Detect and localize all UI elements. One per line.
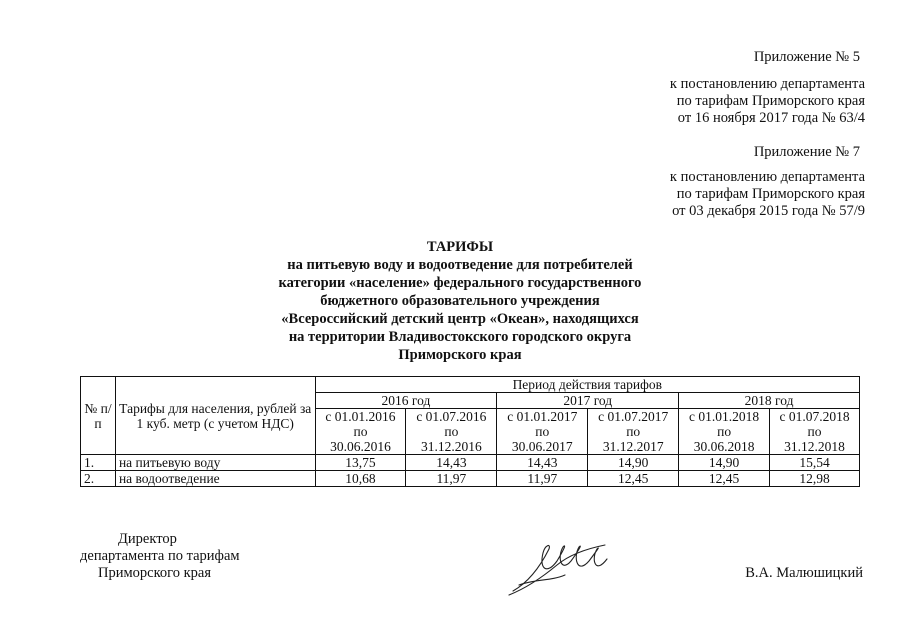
document-title: ТАРИФЫ [426, 239, 494, 255]
period-to-word: по [535, 424, 550, 439]
row-value: 12,98 [770, 471, 860, 487]
appendix-5-title: Приложение № 5 [753, 49, 860, 65]
period-to-word: по [626, 424, 641, 439]
title-line-6: Приморского края [398, 347, 522, 363]
header-number: № п/п [81, 377, 116, 455]
title-line-1: на питьевую воду и водоотведение для потребителей [287, 257, 633, 273]
title-line-3: бюджетного образовательного учреждения [320, 293, 600, 309]
row-name: на водоотведение [115, 471, 315, 487]
period-to-word: по [353, 424, 368, 439]
row-name: на питьевую воду [115, 455, 315, 471]
period-from: с 01.07.2017 [598, 409, 669, 424]
row-value: 14,43 [406, 455, 497, 471]
title-line-4: «Всероссийский детский центр «Океан», находящихся [281, 311, 639, 327]
appendix-7-line-1: к постановлению департамента [669, 169, 865, 185]
title-line-5: на территории Владивостокского городского округа [288, 329, 632, 345]
period-to-word: по [807, 424, 822, 439]
row-number: 1. [81, 455, 116, 471]
period-from: с 01.07.2016 [416, 409, 487, 424]
signer-position-line-3: Приморского края [98, 565, 212, 581]
table-row [81, 455, 860, 471]
period-cell-1 [315, 409, 406, 455]
period-to-word: по [717, 424, 732, 439]
period-to: 31.12.2018 [784, 439, 845, 454]
period-to-word: по [444, 424, 459, 439]
period-from: с 01.01.2018 [689, 409, 760, 424]
period-from: с 01.01.2016 [325, 409, 396, 424]
period-to: 30.06.2016 [330, 439, 391, 454]
tariffs-table [80, 376, 860, 487]
row-value: 11,97 [497, 471, 588, 487]
header-year-2017: 2017 год [497, 393, 679, 409]
signer-name: В.А. Малюшицкий [745, 565, 863, 581]
period-to: 31.12.2016 [421, 439, 482, 454]
appendix-7-line-3: от 03 декабря 2015 года № 57/9 [672, 203, 865, 219]
period-cell-6 [770, 409, 860, 455]
signature-graphic [505, 535, 615, 600]
signer-position-line-1: Директор [118, 531, 177, 547]
period-cell-5 [679, 409, 770, 455]
row-value: 10,68 [315, 471, 406, 487]
header-tariff-name: Тарифы для населения, рублей за 1 куб. метр (с учетом НДС) [115, 377, 315, 455]
period-cell-4 [588, 409, 679, 455]
appendix-5-line-2: по тарифам Приморского края [676, 93, 865, 109]
appendix-5-line-3: от 16 ноября 2017 года № 63/4 [677, 110, 865, 126]
appendix-7-line-2: по тарифам Приморского края [676, 186, 865, 202]
row-value: 11,97 [406, 471, 497, 487]
row-value: 14,90 [679, 455, 770, 471]
period-cell-2 [406, 409, 497, 455]
appendix-7-title: Приложение № 7 [753, 144, 860, 160]
signer-position-line-2: департамента по тарифам [80, 548, 240, 564]
appendix-5-line-1: к постановлению департамента [669, 76, 865, 92]
period-to: 31.12.2017 [602, 439, 664, 454]
table-header-row-1 [81, 377, 860, 393]
row-value: 14,90 [588, 455, 679, 471]
title-line-2: категории «население» федерального государственного [278, 275, 642, 291]
period-to: 30.06.2017 [511, 439, 573, 454]
row-value: 12,45 [679, 471, 770, 487]
table-row [81, 471, 860, 487]
period-cell-3 [497, 409, 588, 455]
period-to: 30.06.2018 [693, 439, 755, 454]
row-value: 12,45 [588, 471, 679, 487]
header-year-2016: 2016 год [315, 393, 497, 409]
header-year-2018: 2018 год [679, 393, 860, 409]
row-value: 15,54 [770, 455, 860, 471]
row-value: 13,75 [315, 455, 406, 471]
row-value: 14,43 [497, 455, 588, 471]
period-from: с 01.01.2017 [507, 409, 578, 424]
header-period: Период действия тарифов [315, 377, 859, 393]
row-number: 2. [81, 471, 116, 487]
period-from: с 01.07.2018 [779, 409, 850, 424]
